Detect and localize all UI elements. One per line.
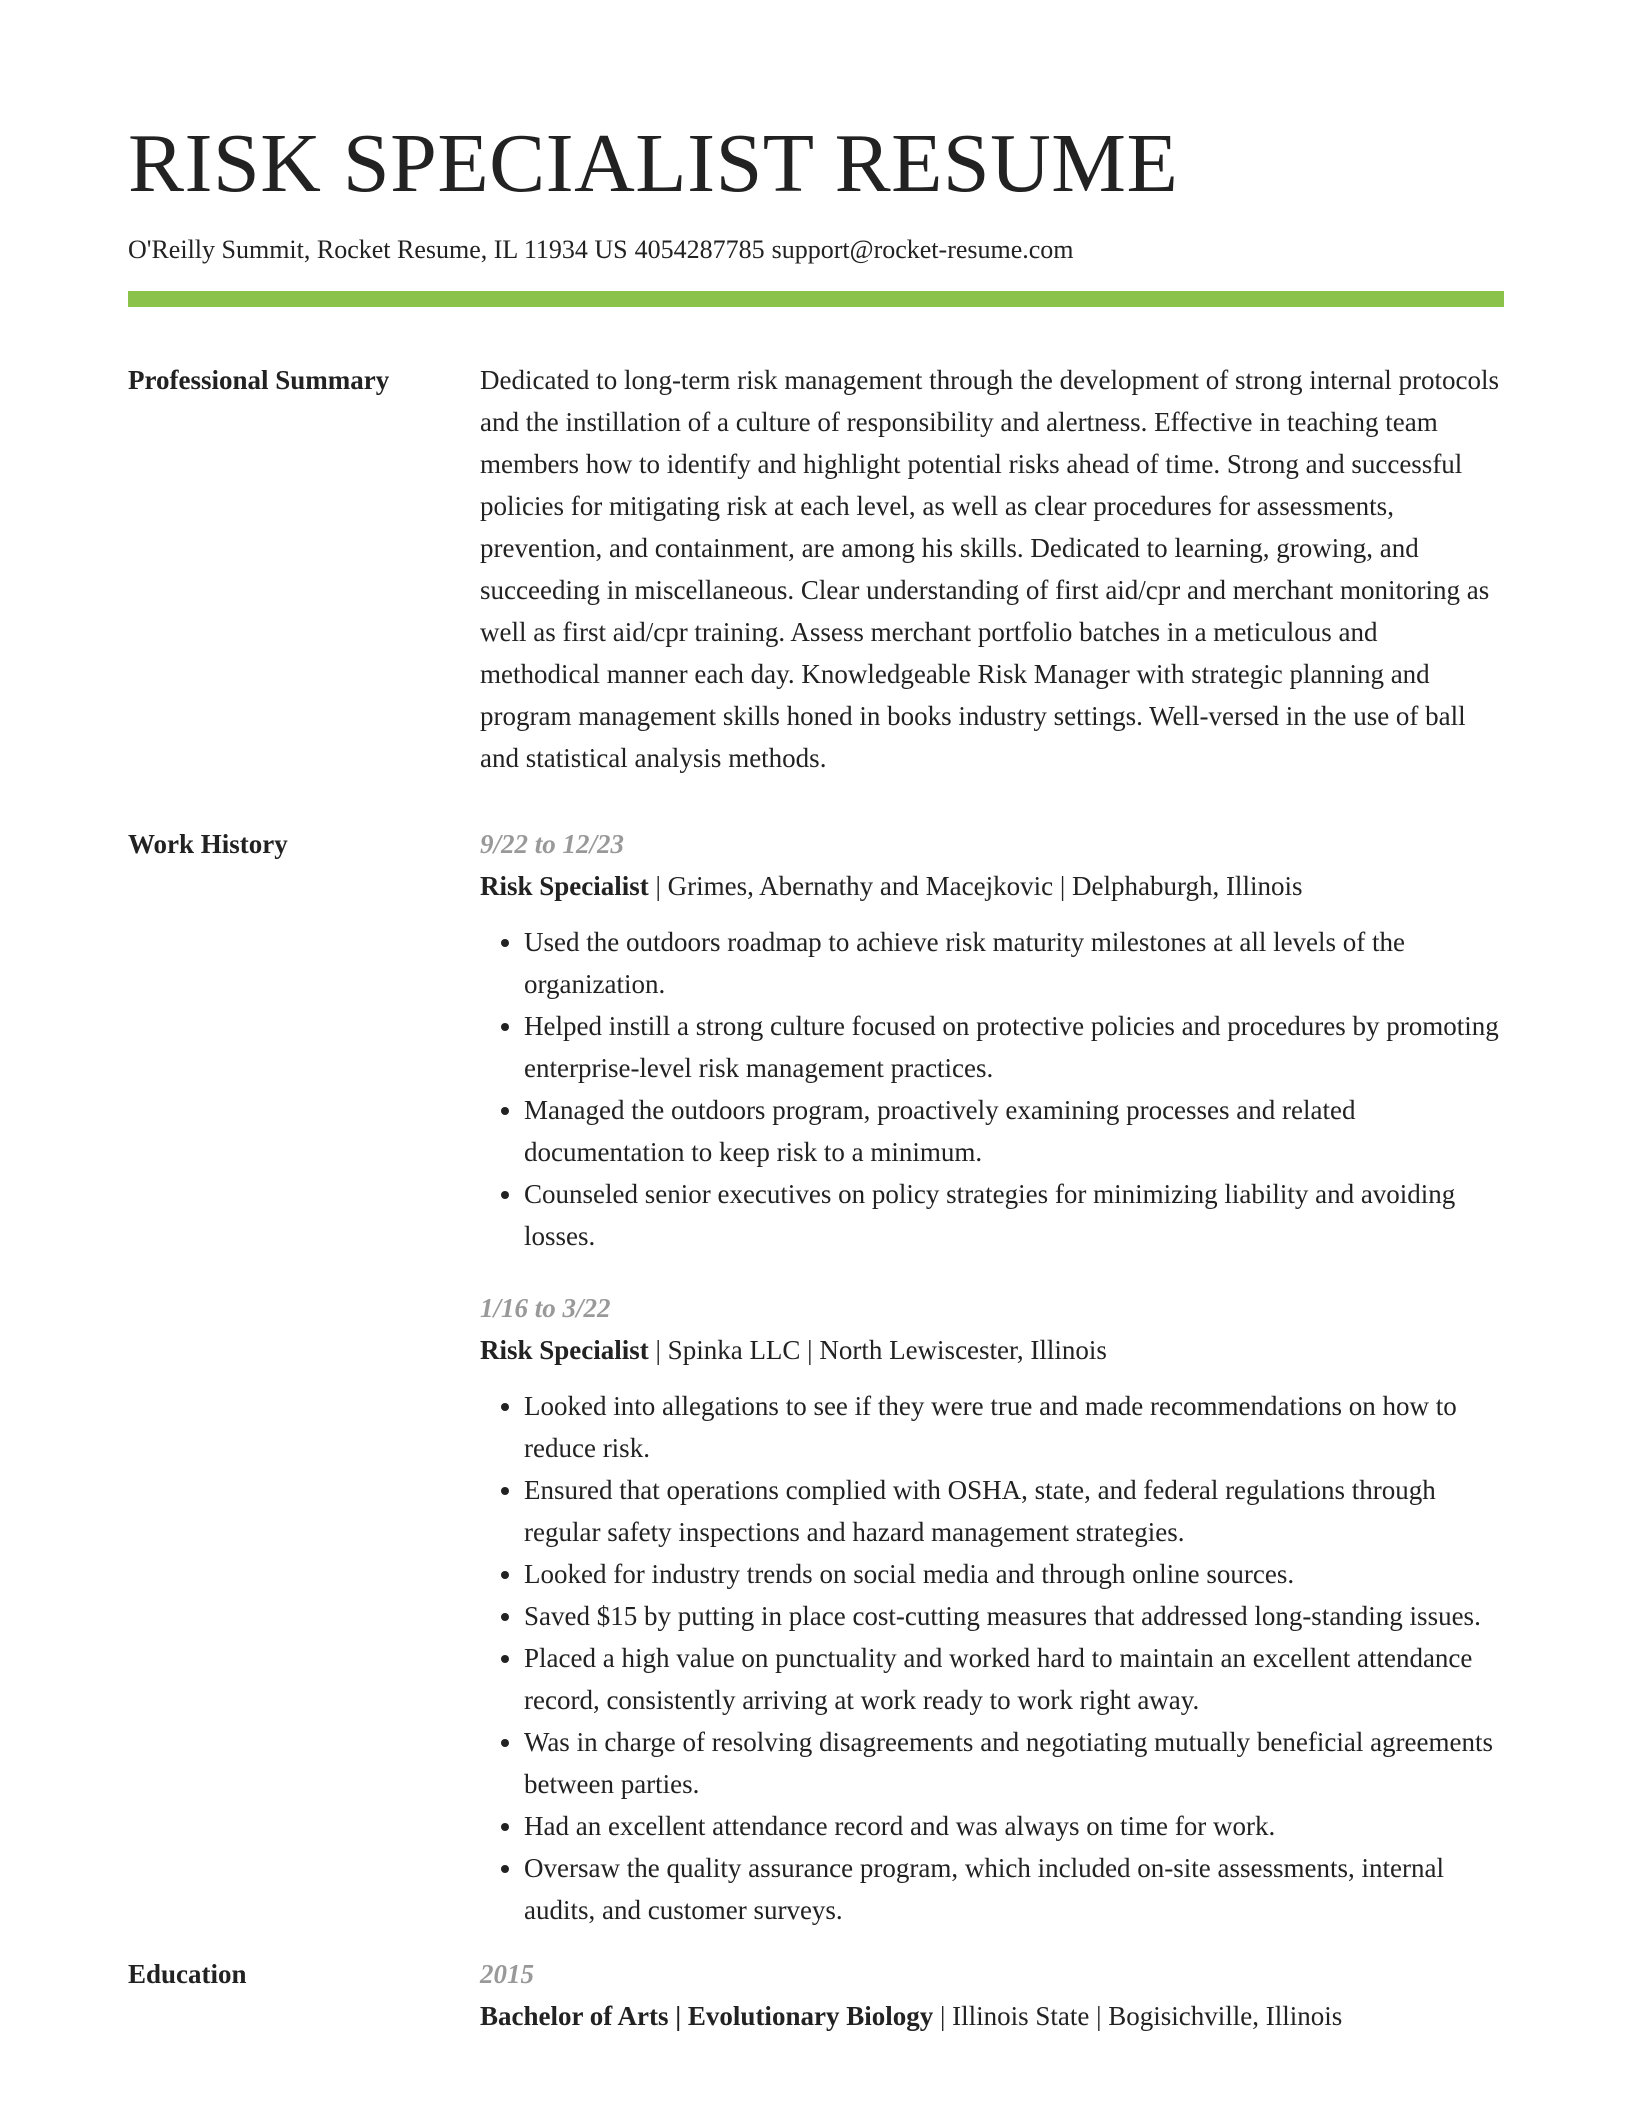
job-bullet: • Saved $15 by putting in place cost-cutting measures that addressed long-standing issues. bbox=[524, 1595, 1504, 1637]
summary-heading: Professional Summary bbox=[128, 365, 390, 396]
job-bullet: • Ensured that operations complied with OSHA, state, and federal regulations through regular safety inspections and hazard management strategies. bbox=[524, 1469, 1504, 1553]
job-employer-location: | Spinka LLC | North Lewiscester, Illinois bbox=[648, 1335, 1107, 1366]
job-bullet: • Used the outdoors roadmap to achieve risk maturity milestones at all levels of the organization. bbox=[524, 921, 1504, 1005]
education-year: 2015 bbox=[480, 1959, 534, 1990]
job-bullet: • Looked for industry trends on social media and through online sources. bbox=[524, 1553, 1504, 1595]
education-heading-line bbox=[480, 1995, 1504, 2037]
education-school-location: | Illinois State | Bogisichville, Illinois bbox=[933, 2001, 1343, 2032]
job-bullet: • Managed the outdoors program, proactively examining processes and related documentation to keep risk to a minimum. bbox=[524, 1089, 1504, 1173]
summary-text: Dedicated to long-term risk management through the development of strong internal protocols and the instillation of a culture of responsibility and alertness. Effective in teaching team members how to identify and highlight potential risks ahead of time. Strong and successful policies for mitigating risk at each level, as well as clear procedures for assessments, prevention, and containment, are among his skills. Dedicated to learning, growing, and succeeding in miscellaneous. Clear understanding of first aid/cpr and merchant monitoring as well as first aid/cpr training. Assess merchant portfolio batches in a meticulous and methodical manner each day. Knowledgeable Risk Manager with strategic planning and program management skills honed in books industry settings. Well-versed in the use of ball and statistical analysis methods. bbox=[480, 365, 1499, 774]
job-bullet: • Placed a high value on punctuality and worked hard to maintain an excellent attendance record, consistently arriving at work ready to work right away. bbox=[524, 1637, 1504, 1721]
job-bullet: • Had an excellent attendance record and was always on time for work. bbox=[524, 1805, 1504, 1847]
summary-section bbox=[128, 359, 1504, 779]
job-bullets bbox=[480, 921, 1504, 1257]
contact-address: O'Reilly Summit, Rocket Resume, IL 11934 US bbox=[128, 235, 628, 264]
education-section bbox=[128, 1953, 1504, 2037]
job-title: Risk Specialist bbox=[480, 871, 649, 902]
job-bullet: • Was in charge of resolving disagreements and negotiating mutually beneficial agreements between parties. bbox=[524, 1721, 1504, 1805]
job-bullet: • Counseled senior executives on policy strategies for minimizing liability and avoiding losses. bbox=[524, 1173, 1504, 1257]
job-bullet: • Helped instill a strong culture focused on protective policies and procedures by promoting enterprise-level risk management practices. bbox=[524, 1005, 1504, 1089]
job-heading bbox=[480, 1329, 1504, 1371]
job-bullet: • Oversaw the quality assurance program, which included on-site assessments, internal audits, and customer surveys. bbox=[524, 1847, 1504, 1931]
contact-phone: 4054287785 bbox=[634, 235, 765, 264]
header-divider bbox=[128, 291, 1504, 307]
job-dates: 9/22 to 12/23 bbox=[480, 829, 625, 860]
job-heading bbox=[480, 865, 1504, 907]
job-bullets bbox=[480, 1385, 1504, 1931]
contact-email: support@rocket-resume.com bbox=[771, 235, 1074, 264]
resume-title: RISK SPECIALIST RESUME bbox=[128, 117, 1179, 210]
job-entry bbox=[480, 1287, 1504, 1931]
education-heading: Education bbox=[128, 1959, 247, 1990]
education-body bbox=[480, 1953, 1504, 2037]
work-history-section bbox=[128, 823, 1504, 1931]
contact-line bbox=[128, 234, 1504, 265]
job-dates: 1/16 to 3/22 bbox=[480, 1293, 611, 1324]
job-employer-location: | Grimes, Abernathy and Macejkovic | Delphaburgh, Illinois bbox=[648, 871, 1303, 902]
job-entry bbox=[480, 823, 1504, 1257]
work-history-heading: Work History bbox=[128, 829, 288, 860]
work-history-body bbox=[480, 823, 1504, 1931]
job-bullet: • Looked into allegations to see if they were true and made recommendations on how to reduce risk. bbox=[524, 1385, 1504, 1469]
job-title: Risk Specialist bbox=[480, 1335, 649, 1366]
education-degree: Bachelor of Arts | Evolutionary Biology bbox=[480, 2001, 934, 2032]
